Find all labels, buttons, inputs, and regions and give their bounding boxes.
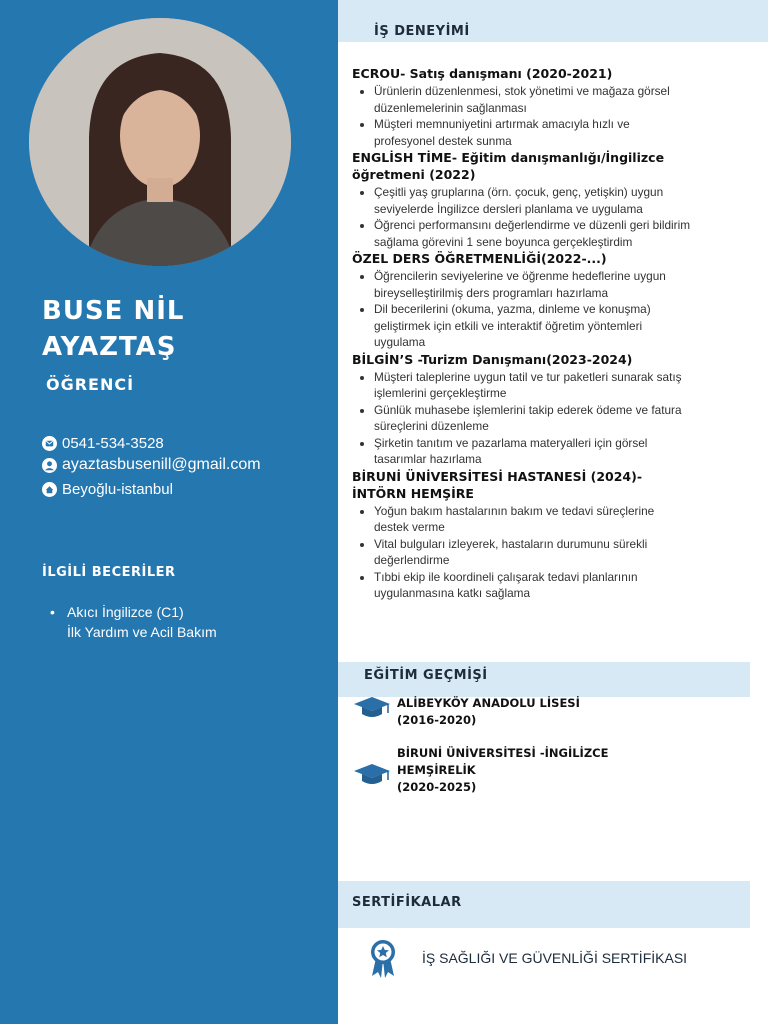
skills-heading: İLGİLİ BECERİLER [42, 565, 176, 580]
job-bullet: • Yoğun bakım hastalarının bakım ve tedavi süreçlerine destek verme [374, 503, 692, 536]
sidebar [0, 0, 338, 1024]
name-line-1: BUSE NİL [42, 296, 185, 326]
email-icon [42, 458, 57, 473]
job-title: ENGLİSH TİME- Eğitim danışmanlığı/İngilizce öğretmeni (2022) [352, 150, 665, 182]
certificate-entry [368, 938, 687, 978]
job-entry [352, 65, 692, 149]
job-entry [352, 468, 692, 602]
school-name: BİRUNİ ÜNİVERSİTESİ -İNGİLİZCE HEMŞİRELİK [397, 746, 609, 777]
email-contact[interactable] [42, 456, 261, 474]
job-title: ÖZEL DERS ÖĞRETMENLİĞİ(2022-...) [352, 251, 607, 266]
education-entry [352, 695, 580, 729]
experience-section [352, 65, 692, 602]
education-heading: EĞİTİM GEÇMİŞİ [364, 668, 488, 683]
phone-number: 0541-534-3528 [62, 435, 164, 452]
skill-item: İlk Yardım ve Acil Bakım [67, 624, 217, 640]
job-bullet: • Dil becerilerini (okuma, yazma, dinleme ve konuşma) geliştirmek için etkili ve interaktif öğretim yöntemleri uygulama [374, 301, 692, 351]
certificates-heading: SERTİFİKALAR [352, 895, 462, 910]
education-entry [352, 745, 617, 796]
job-bullet: • Öğrenci performansını değerlendirme ve düzenli geri bildirim sağlama görevini 1 sene boyunca gerçekleştirdim [374, 217, 692, 250]
job-bullet: • Tıbbi ekip ile koordineli çalışarak tedavi planlarının uygulanmasına katkı sağlama [374, 569, 692, 602]
phone-contact[interactable] [42, 435, 164, 452]
location-icon [42, 482, 57, 497]
school-years: (2016-2020) [397, 713, 477, 727]
email-address: ayaztasbusenill@gmail.com [62, 456, 261, 473]
job-title: BİRUNİ ÜNİVERSİTESİ HASTANESİ (2024)-İNTÖRN HEMŞİRE [352, 468, 643, 501]
job-title: BİLGİN’S -Turizm Danışmanı(2023-2024) [352, 351, 633, 367]
profile-photo [29, 18, 291, 266]
job-bullet: • Ürünlerin düzenlenmesi, stok yönetimi ve mağaza görsel düzenlemelerinin sağlanması [374, 83, 692, 116]
job-bullet: • Öğrencilerin seviyelerine ve öğrenme hedeflerine uygun bireyselleştirilmiş ders programları hazırlama [374, 268, 692, 301]
job-bullet: • Müşteri taleplerine uygun tatil ve tur paketleri sunarak satış işlemlerini gerçekleştirme [374, 369, 692, 402]
certificate-name: İŞ SAĞLIĞI VE GÜVENLİĞİ SERTİFİKASI [422, 950, 688, 966]
location-text: Beyoğlu-istanbul [62, 481, 173, 498]
school-years: (2020-2025) [397, 780, 477, 794]
skill-item: • Akıcı İngilizce (C1) [50, 602, 217, 622]
experience-heading: İŞ DENEYİMİ [374, 24, 470, 39]
graduation-cap-icon [352, 762, 392, 788]
person-name [42, 293, 184, 365]
job-bullet: • Günlük muhasebe işlemlerini takip ederek ödeme ve fatura süreçlerini düzenleme [374, 402, 692, 435]
job-bullet: • Çeşitli yaş gruplarına (örn. çocuk, genç, yetişkin) uygun seviyelerde İngilizce dersleri planlama ve uygulama [374, 184, 692, 217]
name-line-2: AYAZTAŞ [42, 332, 177, 362]
location-contact [42, 481, 173, 498]
school-name: ALİBEYKÖY ANADOLU LİSESİ [397, 696, 580, 710]
graduation-cap-icon [352, 695, 392, 721]
skills-list [50, 602, 217, 642]
award-ribbon-icon [368, 938, 398, 978]
job-title: ECROU- Satış danışmanı (2020-2021) [352, 66, 613, 81]
phone-icon [42, 436, 57, 451]
job-bullet: • Şirketin tanıtım ve pazarlama materyalleri için görsel tasarımlar hazırlama [374, 435, 692, 468]
job-entry [352, 250, 692, 351]
job-bullet: • Vital bulguları izleyerek, hastaların durumunu sürekli değerlendirme [374, 536, 692, 569]
job-entry [352, 149, 692, 250]
job-bullet: • Müşteri memnuniyetini artırmak amacıyla hızlı ve profesyonel destek sunma [374, 116, 692, 149]
job-entry [352, 351, 692, 468]
role-title: ÖĞRENCİ [46, 375, 135, 394]
